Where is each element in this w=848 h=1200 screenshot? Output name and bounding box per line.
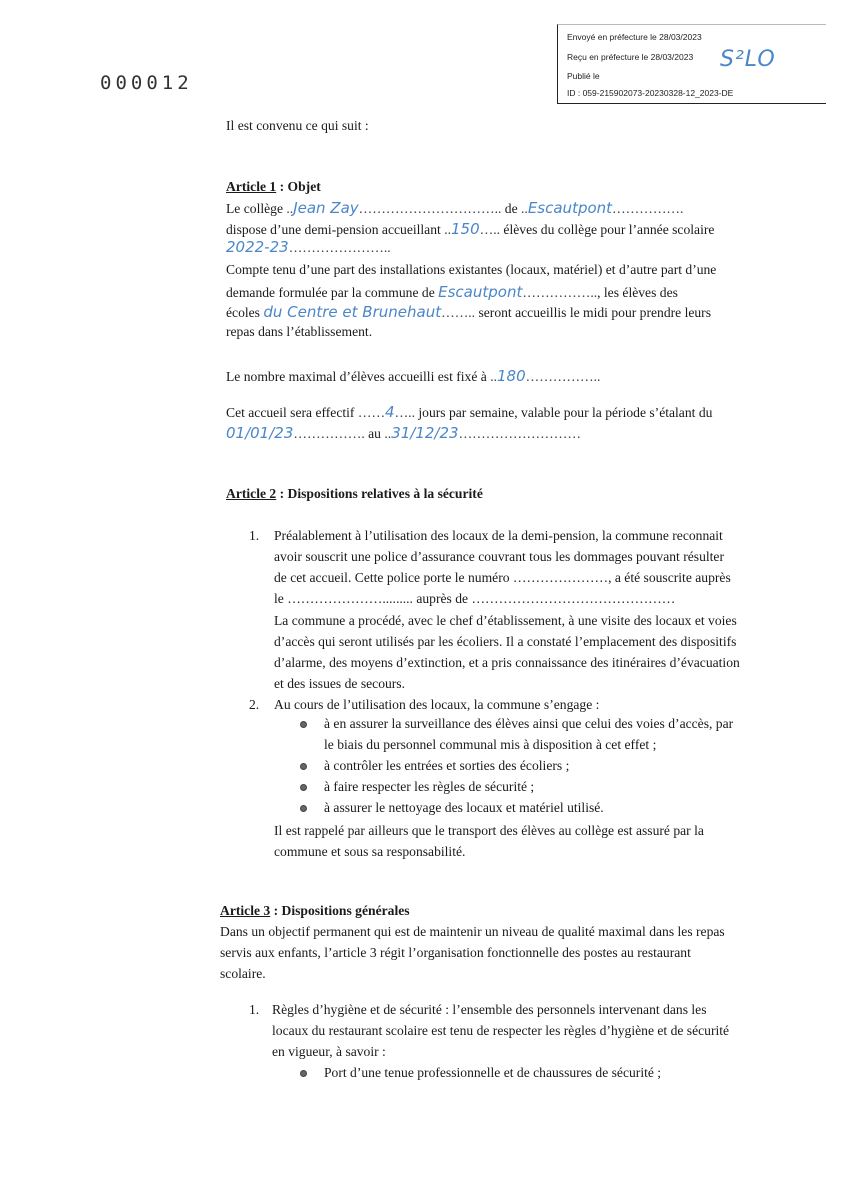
article2-bullet4: à assurer le nettoyage des locaux et matériel utilisé. (324, 800, 604, 815)
article3-p1-line2: locaux du restaurant scolaire est tenu de respecter les règles d’hygiène et de sécurité (272, 1023, 730, 1038)
article1-line4: Compte tenu d’une part des installations existantes (locaux, matériel) et d’autre part d’une (226, 262, 717, 277)
article1-line9: Cet accueil sera effectif ……4….. jours par semaine, valable pour la période s’étalant du (226, 403, 713, 421)
article3-p1-line3: en vigueur, à savoir : (272, 1044, 386, 1059)
article1-line1: Le collège ..Jean Zay………………………….. de ..Escautpont……………. (226, 199, 684, 217)
article2-p2-line1: Au cours de l’utilisation des locaux, la commune s’engage : (274, 697, 600, 712)
article1-number: Article 1 (226, 179, 277, 194)
stamp-signature: S²LO (720, 47, 776, 72)
article2-p1-line4: le …………………......... auprès de ……………………………………… (274, 591, 676, 606)
article1-line7: repas dans l’établissement. (226, 324, 373, 339)
prefecture-stamp (557, 24, 826, 104)
handwritten-ecoles: du Centre et Brunehaut (263, 303, 442, 321)
article1-title: : Objet (276, 179, 321, 194)
handwritten-du: 01/01/23 (226, 424, 294, 442)
handwritten-eleves: 150 (451, 220, 480, 238)
handwritten-commune: Escautpont (527, 199, 613, 217)
article2-heading (226, 486, 483, 502)
bullet-icon (300, 1070, 307, 1077)
article1-heading (226, 179, 321, 195)
article2-item2-number: 2. (249, 697, 260, 712)
article1-line2: dispose d’une demi-pension accueillant ..150….. élèves du collège pour l’année scolaire (226, 220, 715, 238)
article1-line10: 01/01/23……………. au ..31/12/23……………………… (226, 424, 581, 442)
article2-p1-line7: d’alarme, des moyens d’extinction, et a pris connaissance des itinéraires d’évacuation (274, 655, 740, 670)
article2-p1-line8: et des issues de secours. (274, 676, 405, 691)
article2-title: : Dispositions relatives à la sécurité (276, 486, 483, 501)
article2-item1-number: 1. (249, 528, 260, 543)
article3-title: : Dispositions générales (270, 903, 410, 918)
document-number: 000012 (100, 72, 193, 94)
article2-p1-line5: La commune a procédé, avec le chef d’établissement, à une visite des locaux et voies (274, 613, 737, 628)
bullet-icon (300, 784, 307, 791)
handwritten-college: Jean Zay (293, 199, 359, 217)
article1-line3: 2022-23………………….. (226, 238, 391, 256)
stamp-id: ID : 059-215902073-20230328-12_2023-DE (567, 88, 734, 98)
article2-bullet1-line1: à en assurer la surveillance des élèves ainsi que celui des voies d’accès, par (324, 716, 734, 731)
article1-line6: écoles du Centre et Brunehaut…….. seront accueillis le midi pour prendre leurs (226, 303, 712, 321)
article2-number: Article 2 (226, 486, 277, 501)
article2-p2-line3: commune et sous sa responsabilité. (274, 844, 466, 859)
article3-item1-number: 1. (249, 1002, 260, 1017)
article3-line1: Dans un objectif permanent qui est de maintenir un niveau de qualité maximal dans les repas (220, 924, 725, 939)
handwritten-jours: 4 (385, 403, 395, 421)
article2-p2-line2: Il est rappelé par ailleurs que le transport des élèves au collège est assuré par la (274, 823, 704, 838)
stamp-sent: Envoyé en préfecture le 28/03/2023 (567, 32, 702, 42)
article1-max: Le nombre maximal d’élèves accueilli est fixé à ..180…………….. (226, 367, 601, 385)
stamp-received: Reçu en préfecture le 28/03/2023 (567, 52, 694, 62)
handwritten-commune2: Escautpont (438, 283, 523, 301)
stamp-published: Publié le (567, 71, 600, 81)
article2-p1-line6: d’accès qui seront utilisés par les écoliers. Il a constaté l’emplacement des dispositifs (274, 634, 737, 649)
article2-p1-line2: avoir souscrit une police d’assurance couvrant tous les dommages pouvant résulter (274, 549, 724, 564)
article3-p1-line1: Règles d’hygiène et de sécurité : l’ensemble des personnels intervenant dans les (272, 1002, 707, 1017)
article3-line3: scolaire. (220, 966, 266, 981)
article2-p1-line1: Préalablement à l’utilisation des locaux de la demi-pension, la commune reconnait (274, 528, 723, 543)
article2-bullet2: à contrôler les entrées et sorties des écoliers ; (324, 758, 570, 773)
handwritten-au: 31/12/23 (391, 424, 459, 442)
intro-text: Il est convenu ce qui suit : (226, 118, 369, 133)
article3-number: Article 3 (220, 903, 271, 918)
article3-line2: servis aux enfants, l’article 3 régit l’organisation fonctionnelle des postes au restaurant (220, 945, 691, 960)
article2-bullet3: à faire respecter les règles de sécurité ; (324, 779, 535, 794)
bullet-icon (300, 805, 307, 812)
article2-bullet1-line2: le biais du personnel communal mis à disposition à cet effet ; (324, 737, 657, 752)
bullet-icon (300, 721, 307, 728)
article2-p1-line3: de cet accueil. Cette police porte le numéro …………………, a été souscrite auprès (274, 570, 731, 585)
handwritten-max: 180 (497, 367, 526, 385)
article1-line5: demande formulée par la commune de Escautpont…………….., les élèves des (226, 283, 678, 301)
article3-heading (220, 903, 410, 919)
article3-bullet1: Port d’une tenue professionnelle et de chaussures de sécurité ; (324, 1065, 662, 1080)
bullet-icon (300, 763, 307, 770)
handwritten-annee: 2022-23 (226, 238, 289, 256)
